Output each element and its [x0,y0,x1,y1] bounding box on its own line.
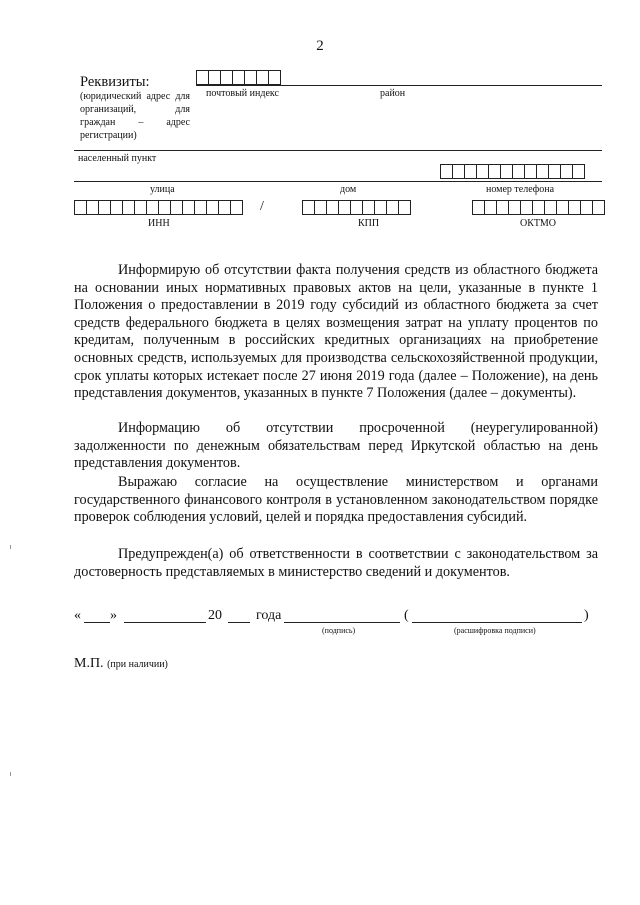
inn-kpp-separator: / [260,199,264,214]
kpp-label: КПП [358,218,380,229]
paren-close: ) [584,608,589,623]
paragraph-consent: Выражаю согласие на осуществление министерством и органами государственного финансового контроля в установленном законодательством порядке проверок соблюдения условий, целей и порядка предоставления субсидий. [74,474,598,526]
date-quote-open: « [74,608,81,623]
page-number: 2 [316,38,324,54]
paragraph-warning: Предупрежден(а) об ответственности в соответствии с законодательством за достоверность представляемых в министерство сведений и документов. [74,546,598,580]
phone-boxes-top[interactable] [440,164,585,179]
postal-index-boxes[interactable] [196,70,281,85]
phone-label: номер телефона [486,184,555,195]
oktmo-label: ОКТМО [520,218,556,229]
district-label: район [380,88,406,99]
paragraph-no-funds: Информирую об отсутствии факта получения средств из областного бюджета на основании иных нормативных правовых актов на цели, указанные в пункте 1 Положения о предоставлении в 2019 году субсидий из областного бюджета за счет средств федерального бюджета в целях возмещения затрат на уплату процентов по кредитам, полученным в российских кредитных организациях на приобретение основных средств, используемых для производства сельскохозяйственной продукции, срок уплаты которых истекает после 27 июня 2019 года (далее – Положение), на день представления документов, указанных в пункте 7 Положения (далее – документы). [74,262,598,402]
postal-index-label: почтовый индекс [206,88,279,99]
locality-label: населенный пункт [78,153,157,164]
district-line[interactable] [196,85,602,86]
street-label: улица [150,184,175,195]
month-field[interactable] [124,608,206,623]
requisites-separator-line [74,150,602,151]
street-line[interactable] [74,181,602,182]
scan-mark [10,545,11,549]
scan-mark [10,772,11,776]
date-quote-close: » [110,608,117,623]
year-suffix: года [256,608,282,623]
requisites-title: Реквизиты: [80,74,150,90]
year-prefix: 20 [208,608,222,623]
paragraph-no-debt: Информацию об отсутствии просроченной (неурегулированной) задолженности по денежным обязательствам перед Иркутской областью на день представления документов. [74,420,598,472]
signature-decoding-caption: (расшифровка подписи) [454,626,536,635]
house-label: дом [340,184,357,195]
day-field[interactable] [84,608,110,623]
signature-caption: (подпись) [322,626,356,635]
requisites-note: (юридический адрес для организаций, для граждан – адрес регистрации) [80,91,190,141]
signature-field[interactable] [284,608,400,623]
signature-decoding-field[interactable] [412,608,582,623]
kpp-boxes[interactable] [302,200,411,215]
stamp-label-text: М.П. [74,656,104,671]
inn-label: ИНН [148,218,170,229]
stamp-label [74,656,168,672]
year-field[interactable] [228,608,250,623]
paren-open: ( [404,608,409,623]
inn-boxes[interactable] [74,200,243,215]
oktmo-boxes[interactable] [472,200,605,215]
stamp-note: (при наличии) [107,659,168,670]
